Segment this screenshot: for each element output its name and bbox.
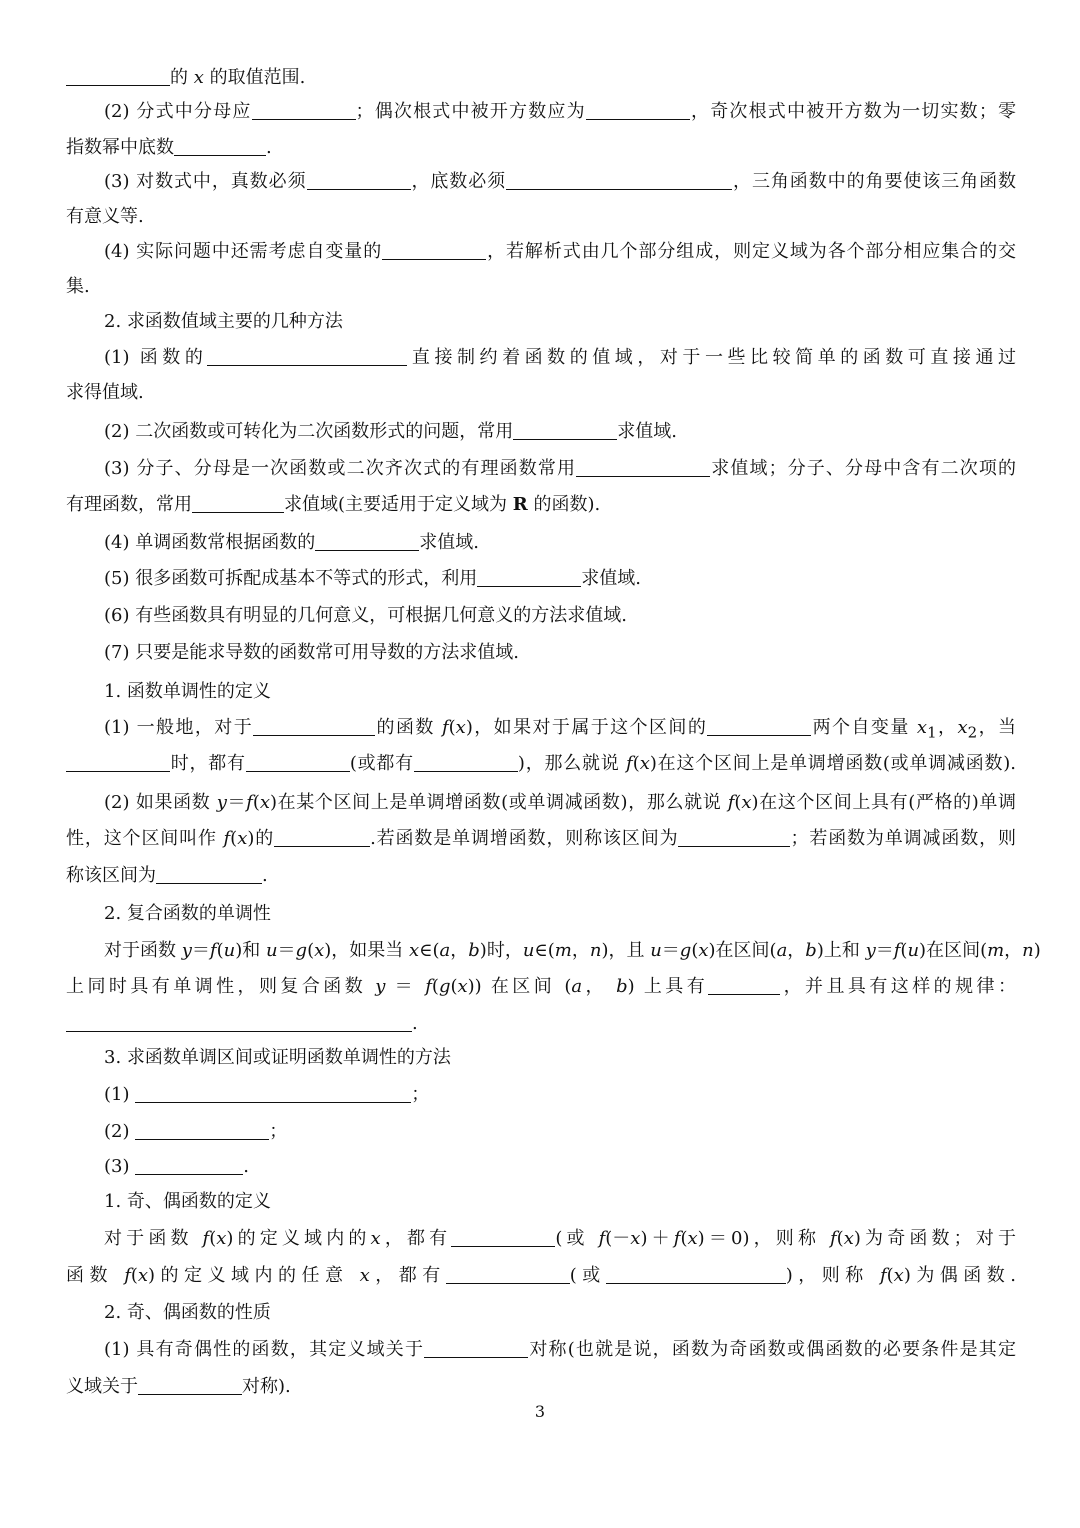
math-variable: f <box>202 1228 210 1249</box>
text-run: 求值域；分子、分母中含有二次项的 <box>710 458 1017 479</box>
text-run: ( <box>252 792 260 813</box>
text-run: )上和 <box>816 940 866 961</box>
text-line <box>104 420 1016 444</box>
fill-in-blank[interactable] <box>274 828 370 847</box>
text-line <box>104 310 1016 334</box>
text-run: (4) 实际问题中还需考虑自变量的 <box>104 241 383 262</box>
text-run: )和 <box>235 940 266 961</box>
text-run: (或 <box>569 1265 606 1286</box>
math-variable: f <box>673 1228 681 1249</box>
text-run: )，那么就说 <box>517 753 627 774</box>
math-variable: x <box>370 1228 381 1249</box>
text-run: 时，都有 <box>170 753 246 774</box>
math-variable: x <box>687 1228 698 1249</box>
text-run: 指数幂中底数 <box>66 137 174 158</box>
fill-in-blank[interactable] <box>315 532 419 551</box>
text-run: 3. 求函数单调区间或证明函数单调性的方法 <box>104 1047 451 1068</box>
text-line <box>104 604 1016 628</box>
text-run: (3) 对数式中，真数必须 <box>104 171 307 192</box>
text-line <box>104 939 1041 963</box>
math-variable: x <box>893 1265 904 1286</box>
text-run: )，则称 <box>785 1265 880 1286</box>
math-variable: f <box>727 792 735 813</box>
text-run: . <box>262 865 268 886</box>
fill-in-blank[interactable] <box>253 717 375 736</box>
text-run: 的 <box>170 67 194 88</box>
text-run: )为奇函数；对于 <box>853 1228 1017 1249</box>
text-run: 对称). <box>242 1376 291 1397</box>
text-line <box>66 975 1016 999</box>
math-variable: a <box>439 940 451 961</box>
text-run: (1) 函数的 <box>104 347 208 368</box>
text-line <box>66 827 1016 851</box>
text-line <box>104 680 1016 704</box>
text-run: ，当 <box>977 717 1017 738</box>
math-variable: f <box>425 976 432 997</box>
text-line <box>66 275 1016 299</box>
text-run: ( <box>886 1265 894 1286</box>
math-variable: x <box>741 792 752 813</box>
text-run: ( <box>230 828 238 849</box>
text-run: (3) <box>104 1156 136 1177</box>
text-run: 集. <box>66 276 90 297</box>
fill-in-blank[interactable] <box>192 494 284 513</box>
fill-in-blank[interactable] <box>135 1121 269 1140</box>
math-variable: x <box>843 1228 854 1249</box>
fill-in-blank[interactable] <box>506 171 732 190</box>
text-run: 求得值域. <box>66 382 144 403</box>
text-line <box>66 1012 1016 1036</box>
text-run: (或 <box>555 1228 599 1249</box>
math-variable: x <box>639 753 650 774</box>
text-line <box>104 641 1016 665</box>
text-line <box>104 240 1016 264</box>
text-line <box>104 1227 1016 1251</box>
math-variable: x <box>237 828 248 849</box>
text-line <box>104 1338 1016 1362</box>
text-run: ∈( <box>419 940 440 961</box>
text-run: ，奇次根式中被开方数为一切实数；零 <box>689 101 1017 122</box>
math-variable: x <box>916 717 928 738</box>
fill-in-blank[interactable] <box>66 753 170 772</box>
text-run: ＝ <box>277 940 296 961</box>
text-run: 2. 求函数值域主要的几种方法 <box>104 311 343 332</box>
text-run: (1) <box>104 1084 136 1105</box>
text-run: )时， <box>479 940 523 961</box>
text-line <box>104 531 1016 555</box>
fill-in-blank[interactable] <box>135 1084 411 1103</box>
text-run: (或都有 <box>349 753 414 774</box>
math-variable: f <box>223 828 231 849</box>
text-line <box>104 567 1016 591</box>
math-variable: x <box>409 940 420 961</box>
math-variable: f <box>879 1265 887 1286</box>
math-variable: f <box>893 940 901 961</box>
fill-in-blank[interactable] <box>678 828 790 847</box>
math-variable: f <box>598 1228 606 1249</box>
math-variable: x <box>314 940 325 961</box>
text-run: ( <box>448 717 456 738</box>
text-run: ，若解析式由几个部分组成，则定义域为各个部分相应集合的交 <box>486 241 1017 262</box>
text-line <box>66 205 1016 229</box>
text-run: 义域关于 <box>66 1376 138 1397</box>
text-run: 求值域(主要适用于定义域为 <box>284 494 513 515</box>
text-run: 2. 复合函数的单调性 <box>104 903 271 924</box>
subscript: 1 <box>927 723 937 742</box>
math-variable: n <box>589 940 602 961</box>
text-run: ＝ <box>191 940 210 961</box>
math-variable: m <box>987 940 1005 961</box>
text-line <box>104 1155 1016 1179</box>
text-run: ＝ <box>385 976 426 997</box>
text-line <box>66 66 1016 90</box>
math-variable: x <box>259 792 270 813</box>
text-run: )的 <box>247 828 275 849</box>
math-variable: x <box>359 1265 370 1286</box>
text-run: 直接制约着函数的值域，对于一些比较简单的函数可直接通过 <box>407 347 1017 368</box>
text-line <box>66 493 1016 517</box>
text-run: (3) 分子、分母是一次函数或二次齐次式的有理函数常用 <box>104 458 577 479</box>
text-run: 有意义等. <box>66 206 144 227</box>
text-run: 对于函数 <box>104 1228 203 1249</box>
text-line <box>104 1083 1016 1107</box>
math-variable: g <box>679 940 692 961</box>
text-run: )的定义域内的任意 <box>148 1265 360 1286</box>
text-run: 求值域. <box>419 532 479 553</box>
fill-in-blank[interactable] <box>451 1228 555 1247</box>
text-run: ＝ <box>661 940 680 961</box>
math-variable: x <box>455 717 466 738</box>
text-line <box>66 136 1016 160</box>
fill-in-blank[interactable] <box>708 976 780 995</box>
text-run: (7) 只要是能求导数的函数常可用导数的方法求值域. <box>104 642 519 663</box>
text-run: (2) 如果函数 <box>104 792 217 813</box>
text-run: ( <box>680 1228 688 1249</box>
text-run: )在这个区间上是单调增函数(或单调减函数). <box>649 753 1016 774</box>
math-variable: f <box>124 1265 131 1286</box>
text-run: ( <box>691 940 699 961</box>
text-run: 有理函数，常用 <box>66 494 192 515</box>
text-run: )在区间( <box>708 940 777 961</box>
text-run: 两个自变量 <box>811 717 917 738</box>
text-run: )在区间( <box>919 940 988 961</box>
math-variable: x <box>193 67 204 88</box>
fill-in-blank[interactable] <box>382 241 486 260</box>
text-run: 的函数 <box>375 717 442 738</box>
math-variable: u <box>265 940 278 961</box>
math-variable: u <box>907 940 920 961</box>
math-variable: f <box>626 753 633 774</box>
fill-in-blank[interactable] <box>207 347 407 366</box>
math-variable: x <box>957 717 968 738</box>
subscript: 2 <box>967 723 978 742</box>
text-run: ( <box>209 1228 217 1249</box>
text-run: )，且 <box>601 940 651 961</box>
fill-in-blank[interactable] <box>66 67 170 86</box>
text-line <box>104 346 1016 370</box>
fill-in-blank[interactable] <box>138 1376 242 1395</box>
math-variable: b <box>616 976 628 997</box>
math-variable: n <box>1022 940 1034 961</box>
math-variable: a <box>571 976 583 997</box>
text-run: . <box>243 1156 249 1177</box>
text-run: ) 上具有 <box>627 976 709 997</box>
text-run: . <box>266 137 272 158</box>
text-line <box>66 864 1016 888</box>
text-run: ， <box>571 940 590 961</box>
text-run: )) 在区间 ( <box>467 976 572 997</box>
math-variable: g <box>295 940 308 961</box>
text-line <box>104 1190 1016 1214</box>
text-run: ) <box>1033 940 1041 961</box>
text-run: 函数 <box>66 1265 125 1286</box>
fill-in-blank[interactable] <box>576 458 710 477</box>
page-number: 3 <box>534 1402 546 1421</box>
text-run: ；若函数为单调减函数，则 <box>790 828 1016 849</box>
text-line <box>104 1120 1016 1144</box>
text-run: 对称(也就是说，函数为奇函数或偶函数的必要条件是其定 <box>528 1339 1016 1360</box>
fill-in-blank[interactable] <box>174 137 266 156</box>
text-line <box>104 716 1016 745</box>
text-run: (2) 分式中分母应 <box>104 101 252 122</box>
text-run: (1) 具有奇偶性的函数，其定义域关于 <box>104 1339 425 1360</box>
text-line <box>104 457 1016 481</box>
text-run: ；偶次根式中被开方数应为 <box>355 101 586 122</box>
text-run: )的定义域内的 <box>226 1228 371 1249</box>
fill-in-blank[interactable] <box>66 1013 412 1032</box>
text-run: 2. 奇、偶函数的性质 <box>104 1302 271 1323</box>
math-variable: f <box>830 1228 837 1249</box>
text-line <box>104 902 1016 926</box>
math-set-symbol: R <box>512 494 528 515</box>
math-variable: b <box>805 940 817 961</box>
fill-in-blank[interactable] <box>513 421 617 440</box>
text-run: ，并且具有这样的规律： <box>780 976 1016 997</box>
text-run: ，三角函数中的角要使该三角函数 <box>732 171 1017 192</box>
text-run: 性，这个区间叫作 <box>66 828 224 849</box>
text-run: 上同时具有单调性，则复合函数 <box>66 976 376 997</box>
math-variable: y <box>181 940 192 961</box>
math-variable: f <box>209 940 217 961</box>
math-variable: x <box>216 1228 227 1249</box>
text-line <box>66 1375 1016 1399</box>
text-run: ∈( <box>534 940 555 961</box>
fill-in-blank[interactable] <box>414 753 518 772</box>
fill-in-blank[interactable] <box>135 1156 243 1175</box>
fill-in-blank[interactable] <box>246 753 350 772</box>
math-variable: x <box>630 1228 641 1249</box>
text-run: ， <box>582 976 617 997</box>
text-line <box>104 1301 1016 1325</box>
text-run: ； <box>411 1084 430 1105</box>
text-run: 1. 奇、偶函数的定义 <box>104 1191 271 1212</box>
math-variable: f <box>441 717 449 738</box>
math-variable: x <box>698 940 709 961</box>
text-run: ， <box>787 940 806 961</box>
text-run: ＝ <box>226 792 247 813</box>
fill-in-blank[interactable] <box>307 171 411 190</box>
fill-in-blank[interactable] <box>156 865 262 884</box>
text-run: ＝ <box>875 940 894 961</box>
text-run: (5) 很多函数可拆配成基本不等式的形式，利用 <box>104 568 478 589</box>
text-run: (2) 二次函数或可转化为二次函数形式的问题，常用 <box>104 421 514 442</box>
text-run: )＋ <box>640 1228 674 1249</box>
text-run: ，底数必须 <box>410 171 507 192</box>
math-variable: f <box>246 792 253 813</box>
text-run: (6) 有些函数具有明显的几何意义，可根据几何意义的方法求值域. <box>104 605 627 626</box>
text-run: ( <box>431 976 439 997</box>
fill-in-blank[interactable] <box>477 568 581 587</box>
text-run: (4) 单调函数常根据函数的 <box>104 532 316 553</box>
text-line <box>66 1264 1016 1288</box>
text-run: )，如果对于属于这个区间的 <box>465 717 708 738</box>
fill-in-blank[interactable] <box>606 1265 786 1284</box>
text-run: 求值域. <box>581 568 641 589</box>
text-line <box>66 381 1016 405</box>
text-line <box>104 791 1016 815</box>
text-run: . <box>412 1013 418 1034</box>
math-variable: x <box>137 1265 149 1286</box>
text-run: .若函数是单调增函数，则称该区间为 <box>370 828 679 849</box>
math-variable: m <box>554 940 572 961</box>
text-run: ( <box>450 976 458 997</box>
fill-in-blank[interactable] <box>707 717 811 736</box>
text-run: 称该区间为 <box>66 865 156 886</box>
fill-in-blank[interactable] <box>586 101 690 120</box>
text-run: ，都有 <box>369 1265 446 1286</box>
text-run: 对于函数 <box>104 940 182 961</box>
math-variable: y <box>375 976 386 997</box>
text-run: ( <box>734 792 742 813</box>
text-run: )在某个区间上是单调增函数(或单调减函数)，那么就说 <box>270 792 728 813</box>
text-run: (2) <box>104 1121 136 1142</box>
math-variable: u <box>650 940 662 961</box>
text-run: ( <box>216 940 224 961</box>
text-run: (－ <box>605 1228 631 1249</box>
text-run: )，如果当 <box>324 940 410 961</box>
text-run: ( <box>836 1228 844 1249</box>
text-run: )在这个区间上具有(严格的)单调 <box>751 792 1016 813</box>
text-run: (1) 一般地，对于 <box>104 717 254 738</box>
fill-in-blank[interactable] <box>446 1265 570 1284</box>
text-run: ( <box>130 1265 138 1286</box>
text-run: ， <box>936 717 958 738</box>
text-run: 的函数). <box>527 494 601 515</box>
text-run: 求值域. <box>617 421 677 442</box>
math-variable: x <box>457 976 468 997</box>
text-run: ，都有 <box>380 1228 452 1249</box>
math-variable: u <box>522 940 535 961</box>
text-run: 的取值范围. <box>203 67 306 88</box>
text-line <box>104 170 1016 194</box>
text-run: ( <box>632 753 640 774</box>
math-variable: y <box>216 792 227 813</box>
fill-in-blank[interactable] <box>424 1339 528 1358</box>
text-line <box>104 100 1016 124</box>
math-variable: b <box>468 940 480 961</box>
text-run: ( <box>900 940 908 961</box>
fill-in-blank[interactable] <box>252 101 356 120</box>
math-variable: u <box>223 940 236 961</box>
math-variable: a <box>776 940 788 961</box>
text-run: ， <box>450 940 469 961</box>
math-variable: y <box>865 940 876 961</box>
text-run: )为偶函数. <box>903 1265 1016 1286</box>
text-run: ， <box>1004 940 1023 961</box>
text-run: ； <box>269 1121 288 1142</box>
text-run: )＝0)，则称 <box>697 1228 830 1249</box>
text-run: 1. 函数单调性的定义 <box>104 681 271 702</box>
text-line <box>66 752 1016 776</box>
math-variable: g <box>438 976 451 997</box>
text-line <box>104 1046 1016 1070</box>
text-run: ( <box>307 940 315 961</box>
